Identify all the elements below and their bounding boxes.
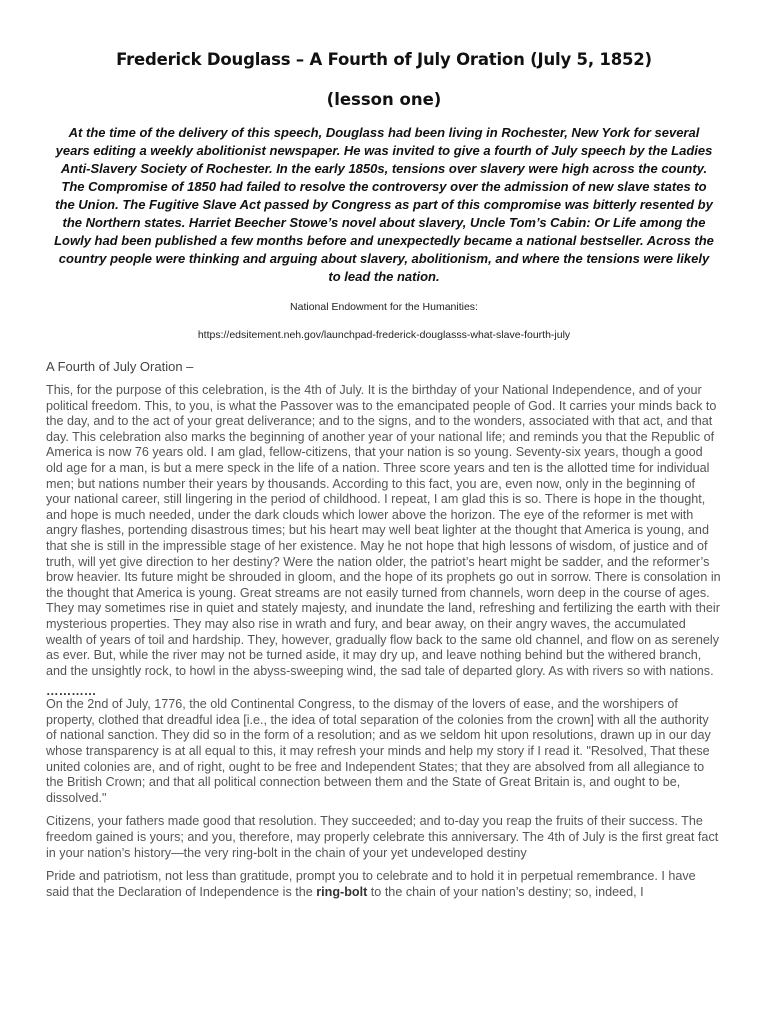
- document-title: Frederick Douglass – A Fourth of July Oration (July 5, 1852): [116, 50, 652, 69]
- source-label: National Endowment for the Humanities:: [290, 301, 478, 313]
- intro-paragraph: At the time of the delivery of this speech, Douglass had been living in Rochester, New York for several years editing a weekly abolitionist newspaper. He was invited to give a fourth of July speech by the Ladies Anti-Slavery Society of Rochester. In the early 1850s, tensions over slavery were high across the county. The Compromise of 1850 had failed to resolve the controversy over the admission of new slave states to the Union. The Fugitive Slave Act passed by Congress as part of this compromise was bitterly resented by the Northern states. Harriet Beecher Stowe’s novel about slavery, Uncle Tom’s Cabin: Or Life among the Lowly had been published a few months before and unexpectedly became a national bestseller. Across the country people were thinking and arguing about slavery, abolitionism, and where the tensions were likely to lead the nation.: [54, 125, 714, 284]
- paragraph-4: [46, 869, 722, 900]
- paragraph-4-end: to the chain of your nation’s destiny; so, indeed, I: [367, 884, 644, 899]
- source-url[interactable]: https://edsitement.neh.gov/launchpad-frederick-douglasss-what-slave-fourth-july: [197, 329, 571, 341]
- ellipsis-separator: …………: [46, 684, 97, 699]
- paragraph-4-start: Pride and patriotism, not less than gratitude, prompt you to celebrate and to hold it in perpetual remembrance. I have said that the Declaration of Independence is the: [46, 869, 696, 899]
- document-subtitle: (lesson one): [326, 90, 442, 109]
- ring-bolt-term: ring-bolt: [316, 884, 368, 899]
- paragraph-1: This, for the purpose of this celebration, is the 4th of July. It is the birthday of your National Independence, and of your political freedom. This, to you, is what the Passover was to the emancipated people of God. It carries your minds back to the day, and to the act of your great deliverance; and to the signs, and to the wonders, associated with that act, and that day. This celebration also marks the beginning of another year of your national life; and reminds you that the Republic of America is now 76 years old. I am glad, fellow-citizens, that your nation is so young. Seventy-six years, though a good old age for a man, is but a mere speck in the life of a nation. Three score years and ten is the allotted time for individual men; but nations number their years by thousands. According to this fact, you are, even now, only in the beginning of your national career, still lingering in the period of childhood. I repeat, I am glad this is so. There is hope in the thought, and hope is much needed, under the dark clouds which lower above the horizon. The eye of the reformer is met with angry flashes, portending disastrous times; but his heart may well beat lighter at the thought that America is young, and that she is still in the impressible stage of her existence. May he not hope that high lessons of wisdom, of justice and of truth, will yet give direction to her destiny? Were the nation older, the patriot’s heart might be sadder, and the reformer’s brow heavier. Its future might be shrouded in gloom, and the hope of its prophets go out in sorrow. There is consolation in the thought that America is young. Great streams are not easily turned from channels, worn deep in the course of ages. They may sometimes rise in quiet and stately majesty, and inundate the land, refreshing and fertilizing the earth with their mysterious properties. They may also rise in wrath and fury, and bear away, on their angry waves, the accumulated wealth of years of toil and hardship. They, however, gradually flow back to the same old channel, and flow on as serenely as ever. But, while the river may not be turned aside, it may dry up, and leave nothing behind but the withered branch, and the unsightly rock, to howl in the abyss-sweeping wind, the sad tale of departed glory. As with rivers so with nations.: [46, 383, 721, 678]
- section-heading: A Fourth of July Oration –: [46, 359, 194, 374]
- paragraph-3: Citizens, your fathers made good that resolution. They succeeded; and to-day you reap the fruits of their success. The freedom gained is yours; and you, therefore, may properly celebrate this anniversary. The 4th of July is the first great fact in your nation’s history—the very ring-bolt in the chain of your yet undeveloped destiny: [46, 814, 719, 860]
- paragraph-2: On the 2nd of July, 1776, the old Continental Congress, to the dismay of the lovers of ease, and the worshipers of property, clothed that dreadful idea [i.e., the idea of total separation of the colonies from the crown] with all the authority of national sanction. They did so in the form of a resolution; and as we seldom hit upon resolutions, drawn up in our day whose transparency is at all equal to this, it may refresh your minds and help my story if I read it. "Resolved, That these united colonies are, and of right, ought to be free and Independent States; that they are absolved from all allegiance to the British Crown; and that all political connection between them and the State of Great Britain is, and ought to be, dissolved.": [46, 697, 711, 805]
